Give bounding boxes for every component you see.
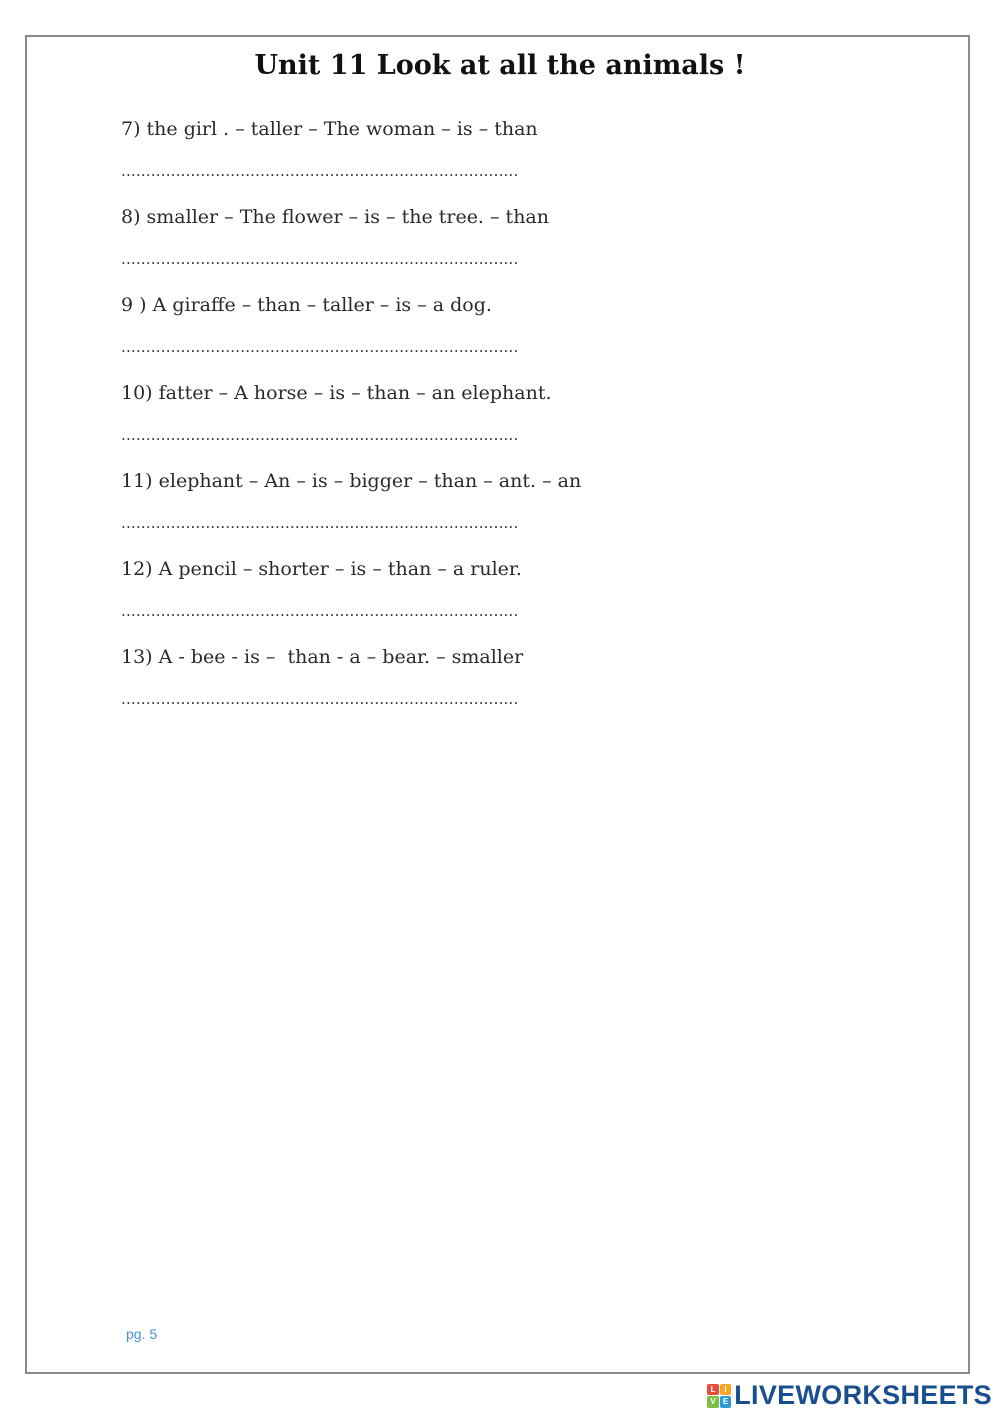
- liveworksheets-wordmark: LIVEWORKSHEETS: [734, 1380, 992, 1410]
- question-list: [121, 118, 681, 734]
- logo-letter: E: [720, 1396, 732, 1408]
- logo-letter: L: [707, 1384, 719, 1396]
- question-item: [121, 470, 681, 558]
- answer-line[interactable]: ................................................................................: [121, 514, 519, 532]
- question-item: [121, 646, 681, 734]
- question-item: [121, 206, 681, 294]
- question-item: [121, 294, 681, 382]
- question-text: 13) A - bee - is – than - a – bear. – smaller: [121, 646, 524, 668]
- liveworksheets-logo-icon: [707, 1384, 731, 1408]
- question-item: [121, 382, 681, 470]
- question-item: [121, 558, 681, 646]
- question-text: 7) the girl . – taller – The woman – is – than: [121, 118, 538, 140]
- question-text: 9 ) A giraffe – than – taller – is – a dog.: [121, 294, 492, 316]
- question-text: 10) fatter – A horse – is – than – an elephant.: [121, 382, 552, 404]
- question-text: 12) A pencil – shorter – is – than – a ruler.: [121, 558, 522, 580]
- answer-line[interactable]: ................................................................................: [121, 250, 519, 268]
- question-item: [121, 118, 681, 206]
- answer-line[interactable]: ................................................................................: [121, 338, 519, 356]
- page-number: pg. 5: [126, 1326, 158, 1342]
- answer-line[interactable]: ................................................................................: [121, 162, 519, 180]
- liveworksheets-brand[interactable]: [707, 1380, 992, 1411]
- answer-line[interactable]: ................................................................................: [121, 690, 519, 708]
- question-text: 8) smaller – The flower – is – the tree. – than: [121, 206, 549, 228]
- answer-line[interactable]: ................................................................................: [121, 426, 519, 444]
- logo-letter: V: [707, 1396, 719, 1408]
- question-text: 11) elephant – An – is – bigger – than – ant. – an: [121, 470, 582, 492]
- worksheet-title: Unit 11 Look at all the animals !: [254, 50, 746, 81]
- logo-letter: I: [720, 1384, 732, 1396]
- answer-line[interactable]: ................................................................................: [121, 602, 519, 620]
